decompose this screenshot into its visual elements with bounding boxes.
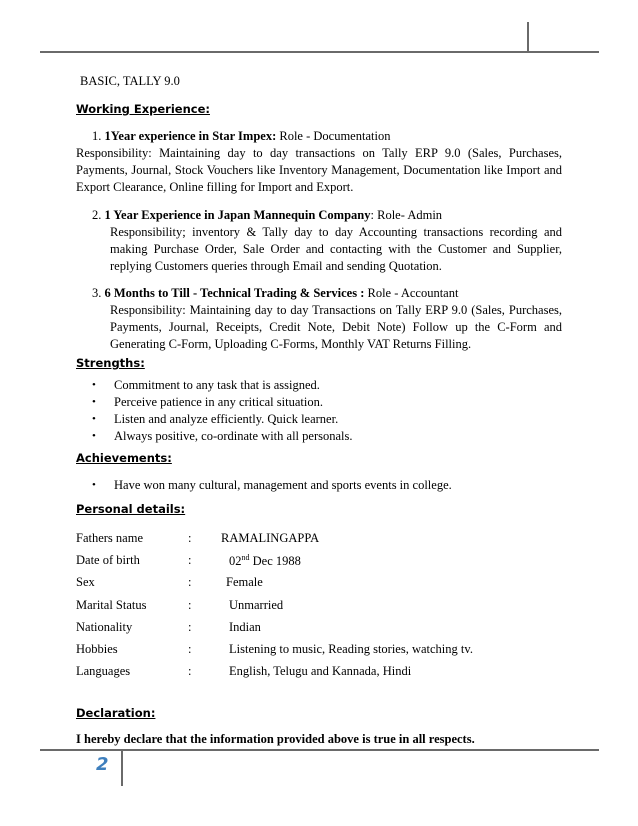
header-vertical-rule [527, 22, 529, 51]
skills-line: BASIC, TALLY 9.0 [80, 74, 180, 88]
detail-label: Fathers name [76, 531, 143, 545]
experience-2-line-2: making Purchase Order, Sale Order and contacting with the Customer and Supplier, [110, 242, 562, 256]
experience-3-title: 6 Months to Till - Technical Trading & Services : [104, 286, 365, 300]
experience-3-line-1: Responsibility: Maintaining day to day Transactions on Tally ERP 9.0 (Sales, Purchases, [110, 303, 562, 317]
footer-vertical-rule [121, 751, 123, 786]
detail-colon: : [188, 575, 192, 589]
experience-2-line-3: replying Customers queries through Email and sending Quotation. [110, 259, 442, 273]
detail-label: Nationality [76, 620, 133, 634]
working-experience-heading: Working Experience: [76, 102, 210, 116]
detail-colon: : [188, 598, 192, 612]
header-rule [40, 51, 599, 53]
bullet-icon: • [92, 379, 96, 391]
bullet-icon: • [92, 413, 96, 425]
detail-label: Date of birth [76, 553, 140, 567]
experience-2-title: 1 Year Experience in Japan Mannequin Company [104, 208, 371, 222]
personal-details-heading: Personal details: [76, 502, 186, 516]
detail-value [229, 553, 301, 569]
detail-colon: : [188, 620, 192, 634]
strengths-heading: Strengths: [76, 356, 145, 370]
detail-value: Female [226, 575, 263, 589]
experience-1-line-3: Export Clearance, Online filling for Import and Export. [76, 180, 354, 194]
experience-2-header [92, 208, 442, 223]
experience-1-line-2: Payments, Journal, Stock Vouchers like Inventory Management, Documentation like Import and [76, 163, 562, 177]
dob-suffix: nd [241, 553, 250, 562]
detail-value: English, Telugu and Kannada, Hindi [229, 664, 412, 678]
footer-rule [40, 749, 599, 751]
detail-value: Indian [229, 620, 261, 634]
detail-label: Languages [76, 664, 131, 678]
strength-item-4: Always positive, co-ordinate with all personals. [114, 429, 353, 443]
experience-3-role: Role - Accountant [364, 286, 459, 300]
dob-day: 02 [229, 554, 242, 569]
strength-item-1: Commitment to any task that is assigned. [114, 378, 320, 392]
detail-colon: : [188, 642, 192, 656]
detail-value: RAMALINGAPPA [221, 531, 320, 545]
strength-item-3: Listen and analyze efficiently. Quick learner. [114, 412, 339, 426]
bullet-icon: • [92, 479, 96, 491]
experience-2-number: 2. [92, 208, 102, 222]
experience-1-title: 1Year experience in Star Impex: [104, 129, 277, 143]
detail-value: Listening to music, Reading stories, watching tv. [229, 642, 473, 656]
detail-colon: : [188, 664, 192, 678]
detail-colon: : [188, 553, 192, 567]
strength-item-2: Perceive patience in any critical situation. [114, 395, 323, 409]
experience-3-header [92, 286, 458, 301]
detail-colon: : [188, 531, 192, 545]
experience-3-number: 3. [92, 286, 102, 300]
bullet-icon: • [92, 396, 96, 408]
page-number: 2 [96, 754, 109, 775]
experience-1-line-1: Responsibility: Maintaining day to day transactions on Tally ERP 9.0 (Sales, Purchases, [76, 146, 562, 160]
experience-3-line-2: Payments, Journal, Receipts, Credit Note, Debit Note) Follow up the C-Form and [110, 320, 562, 334]
experience-2-role: : Role- Admin [370, 208, 443, 222]
experience-1-header [92, 129, 390, 144]
achievements-heading: Achievements: [76, 451, 172, 465]
detail-value: Unmarried [229, 598, 284, 612]
achievement-item-1: Have won many cultural, management and sports events in college. [114, 478, 452, 492]
detail-label: Marital Status [76, 598, 147, 612]
experience-1-role: Role - Documentation [276, 129, 391, 143]
experience-3-line-3: Generating C-Form, Uploading C-Forms, Monthly VAT Returns Filling. [110, 337, 472, 351]
dob-rest: Dec 1988 [249, 554, 301, 569]
detail-label: Hobbies [76, 642, 118, 656]
declaration-text: I hereby declare that the information provided above is true in all respects. [76, 732, 475, 746]
experience-2-line-1: Responsibility; inventory & Tally day to day Accounting transactions recording and [110, 225, 562, 239]
bullet-icon: • [92, 430, 96, 442]
detail-label: Sex [76, 575, 95, 589]
declaration-heading: Declaration: [76, 706, 156, 720]
experience-1-number: 1. [92, 129, 102, 143]
